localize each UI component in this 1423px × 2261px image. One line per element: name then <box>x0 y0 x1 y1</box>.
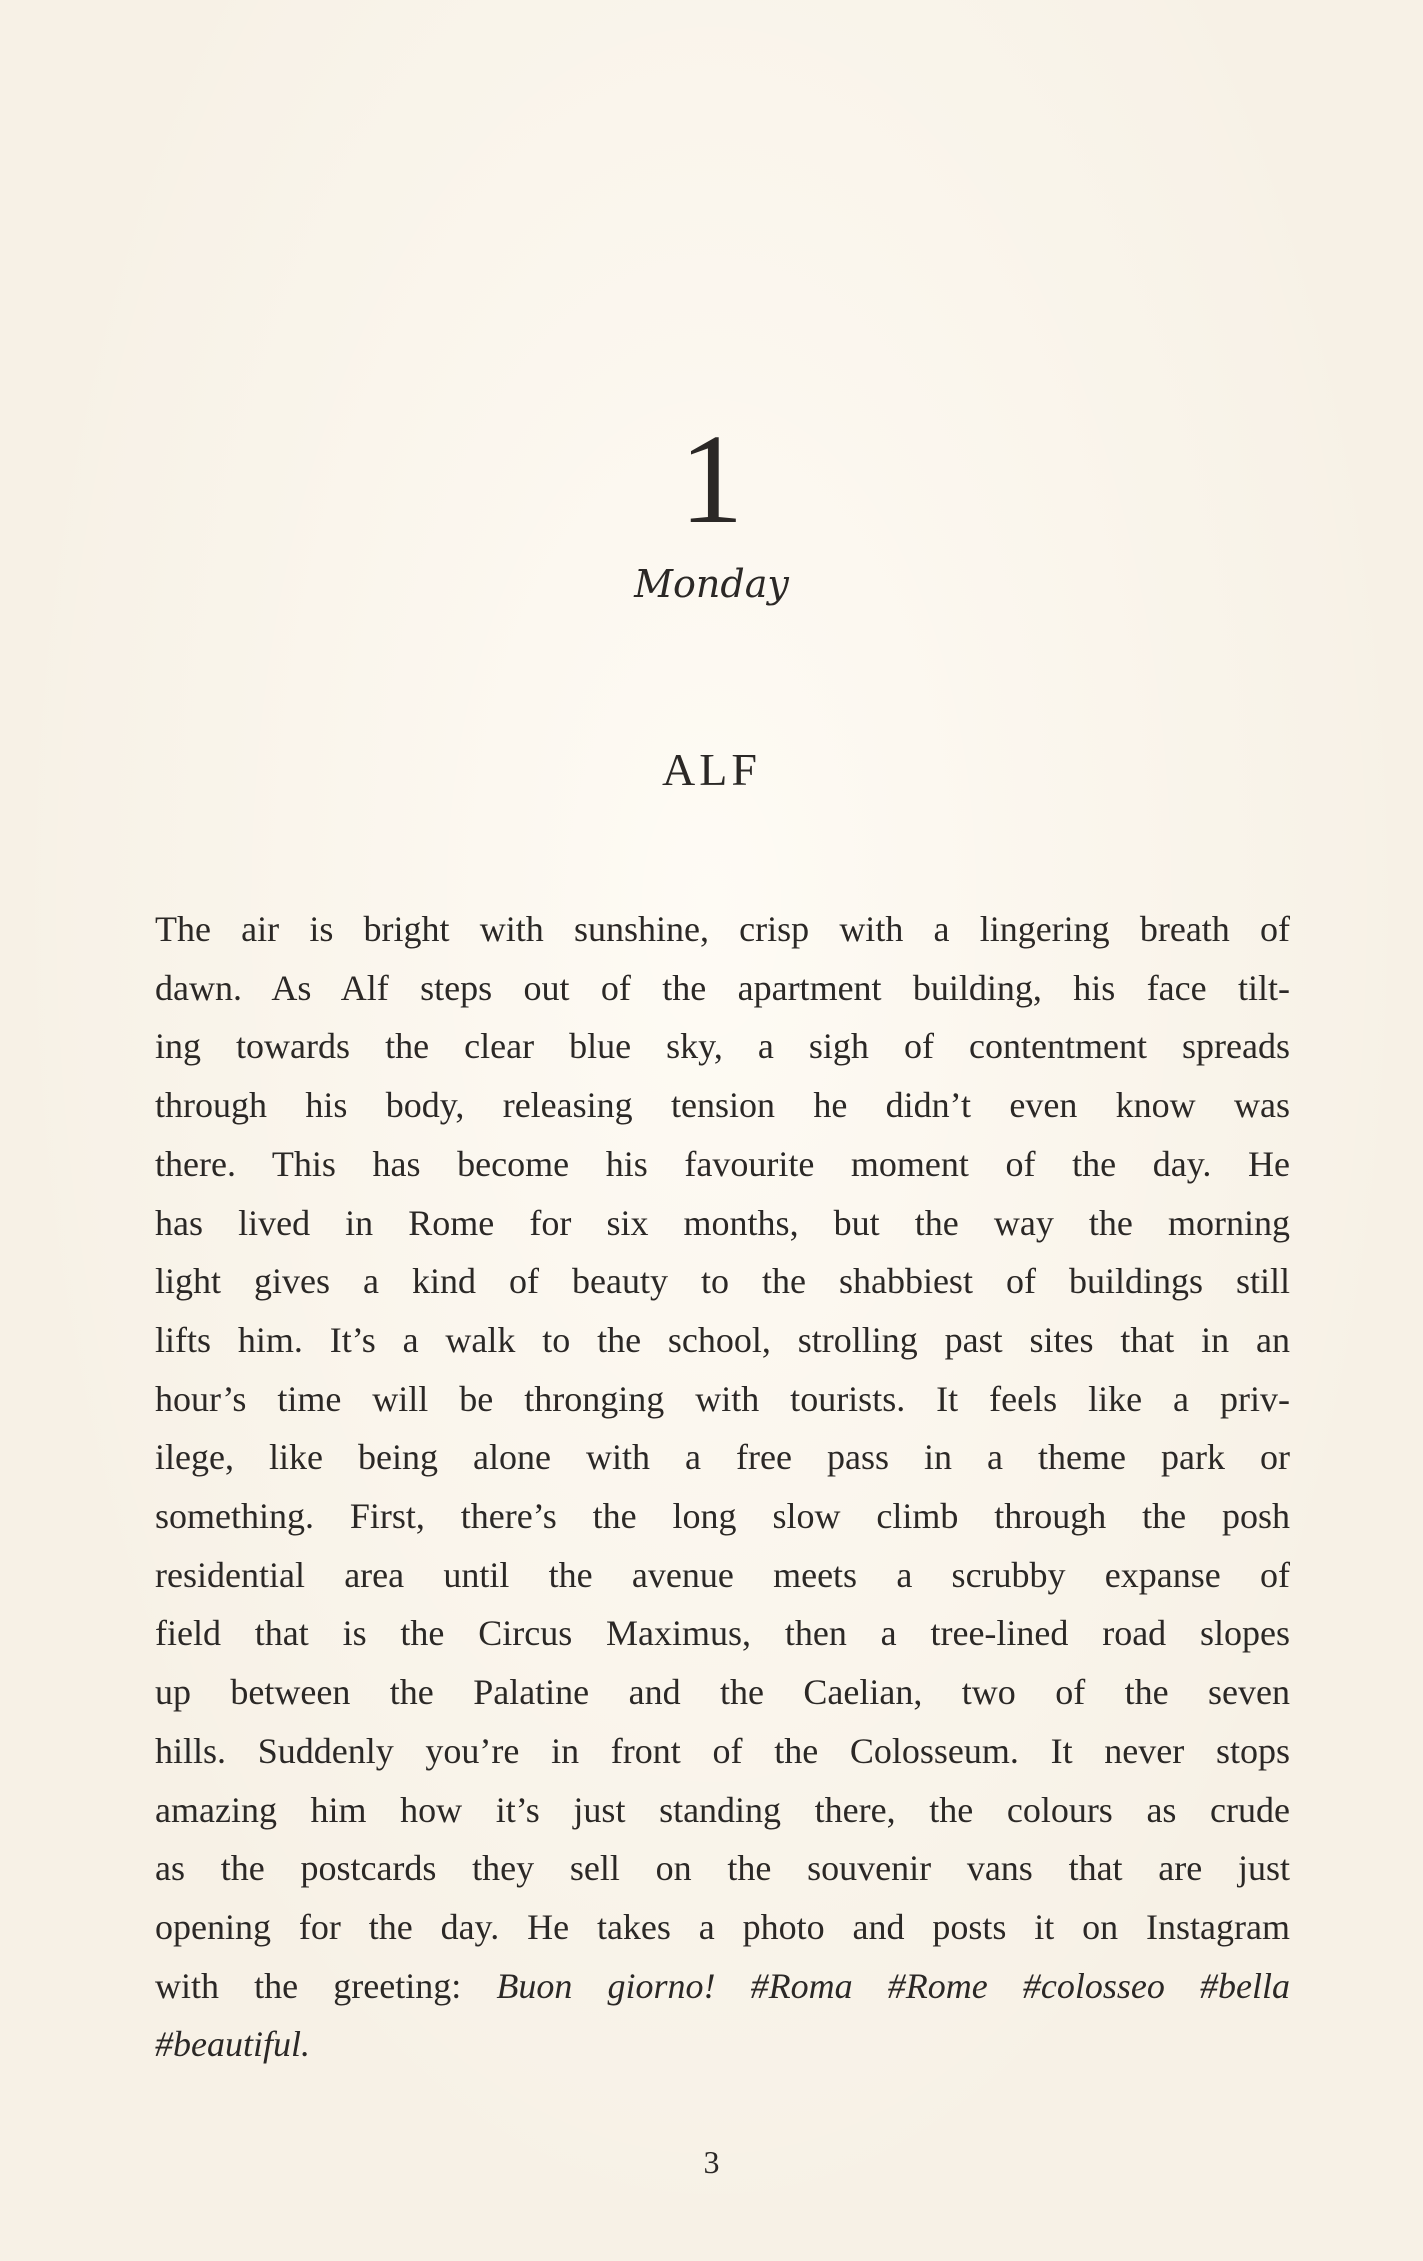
body-line: hills. Suddenly you’re in front of the Colosseum. It never stops <box>155 1730 1290 1771</box>
page-number: 3 <box>703 2144 720 2180</box>
body-line: light gives a kind of beauty to the shabbiest of buildings still <box>155 1261 1290 1302</box>
body-line <box>155 1957 1290 2016</box>
instagram-greeting-hashtags: Buon giorno! #Roma #Rome #colosseo #bella <box>496 1965 1291 2006</box>
body-line-text: with the greeting: <box>155 1965 497 2006</box>
chapter-narrator-heading: ALF <box>662 744 761 795</box>
body-line: amazing him how it’s just standing there, the colours as crude <box>155 1789 1290 1830</box>
chapter-body-paragraph <box>155 900 1290 2074</box>
body-line: residential area until the avenue meets a scrubby expanse of <box>155 1554 1290 1595</box>
body-line: has lived in Rome for six months, but the way the morning <box>155 1202 1290 1243</box>
body-line: ing towards the clear blue sky, a sigh of contentment spreads <box>155 1026 1290 1067</box>
body-line-final-hashtag: #beautiful. <box>155 2024 310 2065</box>
body-line: field that is the Circus Maximus, then a tree-lined road slopes <box>155 1613 1290 1654</box>
body-line: lifts him. It’s a walk to the school, strolling past sites that in an <box>155 1319 1290 1360</box>
body-line: hour’s time will be thronging with tourists. It feels like a priv- <box>155 1378 1290 1419</box>
body-line: something. First, there’s the long slow climb through the posh <box>155 1496 1290 1537</box>
body-line: dawn. As Alf steps out of the apartment building, his face tilt- <box>155 967 1290 1008</box>
chapter-number: 1 <box>679 408 744 550</box>
body-line: through his body, releasing tension he didn’t even know was <box>155 1085 1290 1126</box>
body-line: opening for the day. He takes a photo and posts it on Instagram <box>155 1906 1290 1947</box>
body-line: there. This has become his favourite moment of the day. He <box>155 1143 1290 1184</box>
chapter-day: Monday <box>634 562 789 606</box>
body-line: ilege, like being alone with a free pass in a theme park or <box>155 1437 1290 1478</box>
body-line: as the postcards they sell on the souvenir vans that are just <box>155 1848 1290 1889</box>
body-line: up between the Palatine and the Caelian, two of the seven <box>155 1672 1290 1713</box>
body-line: The air is bright with sunshine, crisp with a lingering breath of <box>155 909 1290 949</box>
